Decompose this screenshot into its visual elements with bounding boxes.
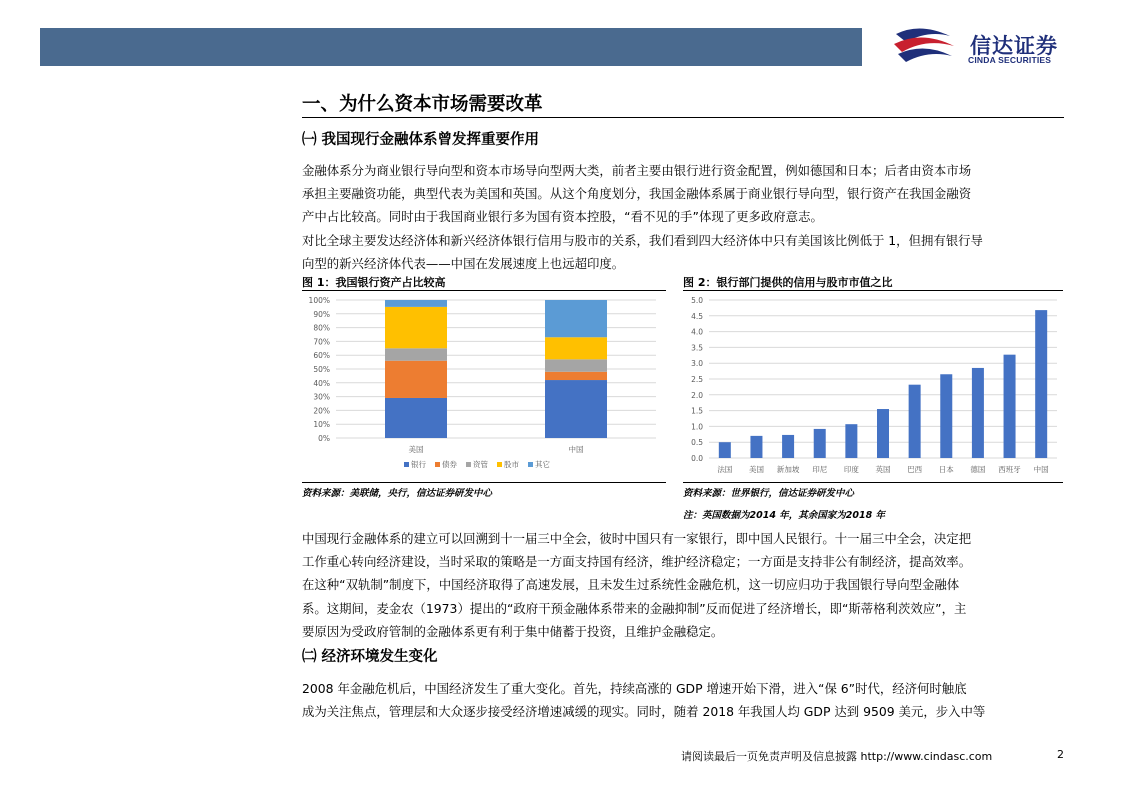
x-tick-label: 美国 — [408, 445, 424, 454]
bar-segment-资管 — [385, 348, 447, 360]
x-tick-label: 新加坡 — [776, 465, 800, 474]
figure-2-bottom-rule — [683, 482, 1063, 483]
bar — [1004, 355, 1016, 458]
bar-segment-银行 — [545, 380, 607, 438]
y-tick-label: 80% — [313, 323, 330, 333]
figure-1-chart — [302, 292, 666, 480]
logo-cn-text: 信达证券 — [970, 34, 1058, 58]
y-tick-label: 50% — [313, 365, 330, 374]
y-tick-label: 0.0 — [691, 454, 703, 463]
paragraph-1 — [302, 159, 1064, 275]
bar — [877, 409, 889, 458]
figure-2-source: 资料来源：世界银行，信达证券研发中心 — [683, 488, 855, 499]
bar-segment-债券 — [385, 361, 447, 398]
x-tick-label: 英国 — [875, 465, 891, 474]
bar — [750, 436, 762, 458]
paragraph-2 — [302, 527, 1064, 643]
figure-2-top-rule — [683, 290, 1063, 291]
bar-segment-股市 — [545, 337, 607, 359]
paragraph-line: 要原因为受政府管制的金融体系更有利于集中储蓄于投资，且维护金融稳定。 — [302, 623, 724, 639]
paragraph-line: 在这种“双轨制”制度下，中国经济取得了高速发展，且未发生过系统性金融危机，这一切应归功于我国银行导向型金融体 — [302, 577, 960, 593]
figure-1-top-rule — [302, 290, 666, 291]
x-tick-label: 中国 — [1033, 465, 1049, 474]
figure-1-source: 资料来源：美联储，央行，信达证券研发中心 — [302, 488, 493, 499]
figure-2-note: 注：英国数据为2014 年，其余国家为2018 年 — [683, 510, 885, 521]
subheading-1: ㈠ 我国现行金融体系曾发挥重要作用 — [302, 132, 540, 148]
y-tick-label: 30% — [313, 392, 330, 402]
y-tick-label: 100% — [308, 296, 330, 305]
y-tick-label: 4.5 — [691, 311, 703, 321]
y-tick-label: 2.5 — [691, 375, 703, 384]
bar-segment-股市 — [385, 307, 447, 348]
paragraph-line: 系。这期间，麦金农（1973）提出的“政府干预金融体系带来的金融抑制”反而促进了经济增长，即“斯蒂格利茨效应”，主 — [302, 600, 967, 616]
x-tick-label: 中国 — [568, 445, 584, 454]
bar-segment-资管 — [545, 359, 607, 371]
y-tick-label: 0.5 — [691, 438, 703, 448]
y-tick-label: 60% — [313, 351, 330, 361]
bar — [814, 429, 826, 458]
y-tick-label: 20% — [313, 406, 330, 416]
legend-label: 银行 — [411, 460, 426, 469]
paragraph-line: 金融体系分为商业银行导向型和资本市场导向型两大类，前者主要由银行进行资金配置，例如德国和日本；后者由资本市场 — [302, 163, 972, 178]
y-tick-label: 4.0 — [691, 327, 703, 337]
y-tick-label: 0% — [318, 434, 330, 443]
section-divider — [302, 117, 1064, 118]
section-title: 一、为什么资本市场需要改革 — [302, 94, 543, 115]
bar — [1035, 310, 1047, 458]
bar-segment-债券 — [545, 372, 607, 380]
paragraph-3 — [302, 677, 1064, 723]
legend-label: 其它 — [535, 460, 550, 469]
paragraph-line: 承担主要融资功能，典型代表为美国和英国。从这个角度划分，我国金融体系属于商业银行导向型，银行资产在我国金融资 — [302, 186, 972, 202]
page-number: 2 — [1057, 748, 1064, 761]
y-tick-label: 1.0 — [691, 422, 703, 432]
paragraph-line: 产中占比较高。同时由于我国商业银行多为国有资本控股，“看不见的手”体现了更多政府意志。 — [302, 209, 823, 225]
y-tick-label: 3.5 — [691, 343, 703, 353]
y-tick-label: 5.0 — [691, 296, 703, 305]
bar-segment-银行 — [385, 398, 447, 438]
figure-2-title: 图 2：银行部门提供的信用与股市市值之比 — [683, 276, 893, 289]
bar — [972, 368, 984, 458]
logo-en-text: CINDA SECURITIES — [968, 55, 1052, 65]
y-tick-label: 90% — [313, 309, 330, 319]
y-tick-label: 1.5 — [691, 406, 703, 416]
legend-swatch — [466, 462, 471, 467]
legend-swatch — [404, 462, 409, 467]
y-tick-label: 2.0 — [691, 390, 703, 400]
paragraph-line: 2008 年金融危机后，中国经济发生了重大变化。首先，持续高涨的 GDP 增速开始下滑，进入“保 6”时代，经济何时触底 — [302, 681, 967, 696]
x-tick-label: 美国 — [748, 465, 764, 474]
bar — [909, 385, 921, 458]
legend-label: 股市 — [504, 460, 519, 469]
bar-segment-其它 — [385, 300, 447, 307]
paragraph-line: 工作重心转向经济建设，当时采取的策略是一方面支持国有经济，维护经济稳定；一方面是支持非公有制经济，提高效率。 — [302, 554, 972, 570]
bar — [845, 424, 857, 458]
paragraph-line: 对比全球主要发达经济体和新兴经济体银行信用与股市的关系，我们看到四大经济体中只有美国该比例低于 1，但拥有银行导 — [302, 232, 983, 248]
x-tick-label: 印尼 — [812, 465, 828, 474]
bar-segment-其它 — [545, 300, 607, 337]
x-tick-label: 巴西 — [907, 465, 923, 474]
bar — [782, 435, 794, 458]
figure-1-title: 图 1：我国银行资产占比较高 — [302, 276, 446, 289]
header-bar — [40, 28, 862, 66]
x-tick-label: 日本 — [938, 465, 954, 474]
x-tick-label: 印度 — [843, 465, 859, 474]
legend-swatch — [435, 462, 440, 467]
x-tick-label: 法国 — [717, 465, 733, 474]
figure-2-chart — [683, 292, 1063, 480]
legend-label: 债券 — [442, 460, 457, 469]
legend-label: 资管 — [473, 460, 488, 469]
y-tick-label: 3.0 — [691, 359, 703, 369]
y-tick-label: 70% — [313, 337, 330, 347]
y-tick-label: 40% — [313, 378, 330, 388]
footer-disclaimer: 请阅读最后一页免责声明及信息披露 http://www.cindasc.com — [681, 750, 993, 763]
paragraph-line: 中国现行金融体系的建立可以回溯到十一届三中全会，彼时中国只有一家银行，即中国人民银行。十一届三中全会，决定把 — [302, 531, 972, 546]
legend-swatch — [497, 462, 502, 467]
subheading-2: ㈡ 经济环境发生变化 — [302, 649, 438, 665]
y-tick-label: 10% — [313, 420, 330, 430]
bar — [940, 374, 952, 458]
paragraph-line: 成为关注焦点，管理层和大众逐步接受经济增速减缓的现实。同时，随着 2018 年我国人均 GDP 达到 9509 美元，步入中等 — [302, 704, 986, 720]
bar — [719, 442, 731, 458]
x-tick-label: 西班牙 — [998, 465, 1021, 474]
figure-1-bottom-rule — [302, 482, 666, 483]
x-tick-label: 德国 — [970, 465, 986, 474]
paragraph-line: 向型的新兴经济体代表——中国在发展速度上也远超印度。 — [302, 255, 625, 271]
legend-swatch — [528, 462, 533, 467]
